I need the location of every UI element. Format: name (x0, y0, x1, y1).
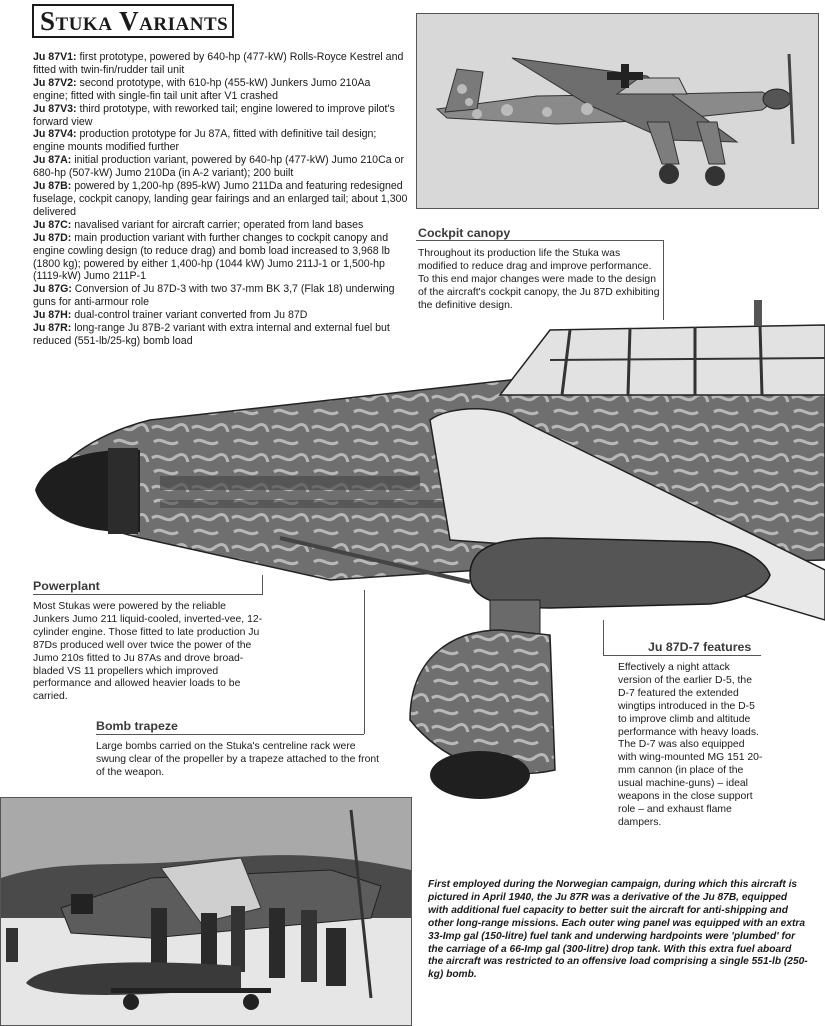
variant-entry (33, 103, 408, 129)
photo-ground-crew-norway (0, 797, 412, 1026)
callout-powerplant-leader (262, 575, 263, 594)
callout-powerplant-rule (33, 594, 263, 595)
variant-entry (33, 232, 408, 284)
variant-text: dual-control trainer variant converted from Ju 87D (71, 309, 308, 322)
variant-text: third prototype, with reworked tail; engine lowered to improve pilot's forward view (33, 102, 395, 128)
variant-code: Ju 87R: (33, 322, 72, 335)
variant-entry (33, 219, 408, 232)
variant-code: Ju 87V1: (33, 51, 77, 63)
variant-text: first prototype, powered by 640-hp (477-kW) Rolls-Royce Kestrel and fitted with twin-fin/rudder tail unit (33, 51, 404, 76)
variant-code: Ju 87H: (33, 309, 72, 322)
variant-text: production prototype for Ju 87A, fitted with definitive tail design; engine mounts modified further (33, 128, 377, 154)
variant-entry (33, 154, 408, 180)
variant-text: main production variant with further changes to cockpit canopy and engine cowling design (to reduce drag) and bomb load increased to 3,968 lb (1800 kg); powered by either 1,400-hp (1044 kW) Jumo 211J-1 or 1,500-hp (1119-kW) Jumo 211P-1 (33, 231, 390, 283)
variant-entry (33, 51, 408, 77)
variant-text: initial production variant, powered by 640-hp (477-kW) Jumo 210Ca or 680-hp (507-kW) Jumo 210Da (in A-2 variant); 200 built (33, 154, 404, 180)
variant-code: Ju 87C: (33, 218, 72, 231)
callout-d7-body: Effectively a night attack version of the earlier D-5, the D-7 featured the extended wingtips introduced in the D-5 to improve climb and altitude performance with heavy loads. The D-7 was also equipped with wing-mounted MG 151 20-mm cannon (in place of the usual machine-guns) – ideal weapons in the close support role – and exhaust flame dampers. (618, 662, 763, 828)
callout-bomb-leader (364, 590, 365, 734)
callout-powerplant-heading: Powerplant (33, 579, 100, 593)
variant-code: Ju 87B: (33, 180, 72, 193)
stuka-flight-illustration (417, 14, 818, 208)
photo-caption: First employed during the Norwegian campaign, during which this aircraft is pictured in April 1940, the Ju 87R was a derivative of the Ju 87B, equipped with additional fuel capacity to better suit the aircraft for anti-shipping and other long-range missions. Each outer wing panel was equipped with an extra 33-Imp gal (150-litre) fuel tank and underwing hardpoints were 'plumbed' for the carriage of a 66-Imp gal (300-litre) drop tank. With this extra fuel aboard the aircraft was restricted to an offensive load comprising a single 551-lb (250-kg) bomb. (428, 879, 808, 981)
callout-cockpit-leader (663, 240, 664, 320)
variant-entry (33, 180, 408, 219)
callout-d7-rule (603, 655, 761, 656)
variant-text: powered by 1,200-hp (895-kW) Jumo 211Da and featuring redesigned fuselage, cockpit canopy, landing gear fairings and an enlarged tail; about 1,300 delivered (33, 180, 408, 218)
variant-text: long-range Ju 87B-2 variant with extra internal and external fuel but reduced (551-lb/25-kg) bomb load (33, 322, 390, 347)
callout-cockpit-body: Throughout its production life the Stuka was modified to reduce drag and improve performance. To this end major changes were made to the design of the aircraft's cockpit canopy, the Ju 87D exhibiting the definitive design. (418, 248, 660, 311)
ground-crew-illustration (1, 798, 411, 1025)
callout-d7-heading: Ju 87D-7 features (648, 640, 752, 654)
variant-code: Ju 87V4: (33, 128, 77, 141)
variant-text: Conversion of Ju 87D-3 with two 37-mm BK 3,7 (Flak 18) underwing guns for anti-armour role (33, 283, 395, 309)
page-title-box (32, 4, 234, 38)
callout-cockpit-rule (416, 240, 663, 241)
callout-cockpit-heading: Cockpit canopy (418, 226, 511, 240)
variant-code: Ju 87V2: (33, 76, 77, 89)
callout-bomb-body: Large bombs carried on the Stuka's centreline rack were swung clear of the propeller by a trapeze attached to the front of the weapon. (96, 741, 380, 778)
variant-entry (33, 77, 408, 103)
variant-text: navalised variant for aircraft carrier; operated from land bases (71, 218, 364, 231)
photo-stuka-in-flight (416, 13, 819, 209)
variant-code: Ju 87V3: (33, 102, 77, 115)
callout-bomb-heading: Bomb trapeze (96, 719, 178, 733)
variant-entry (33, 128, 408, 154)
variant-code: Ju 87D: (33, 231, 72, 244)
variant-code: Ju 87A: (33, 154, 72, 167)
callout-bomb-rule (96, 734, 364, 735)
page-title: Stuka Variants (40, 5, 229, 36)
callout-d7-leader (603, 620, 604, 655)
callout-powerplant-body: Most Stukas were powered by the reliable Junkers Jumo 211 liquid-cooled, inverted-vee, 12-cylinder engine. Those fitted to late production Ju 87Ds produced well over twice the power of the Jumo 210s fitted to Ju 87As and drove broad-bladed VS 11 propellers which improved performance and allowed heavier loads to be carried. (33, 601, 263, 703)
variant-text: second prototype, with 610-hp (455-kW) Junkers Jumo 210Aa engine; fitted with single-fin tail unit after V1 crashed (33, 76, 371, 102)
variant-code: Ju 87G: (33, 283, 72, 296)
